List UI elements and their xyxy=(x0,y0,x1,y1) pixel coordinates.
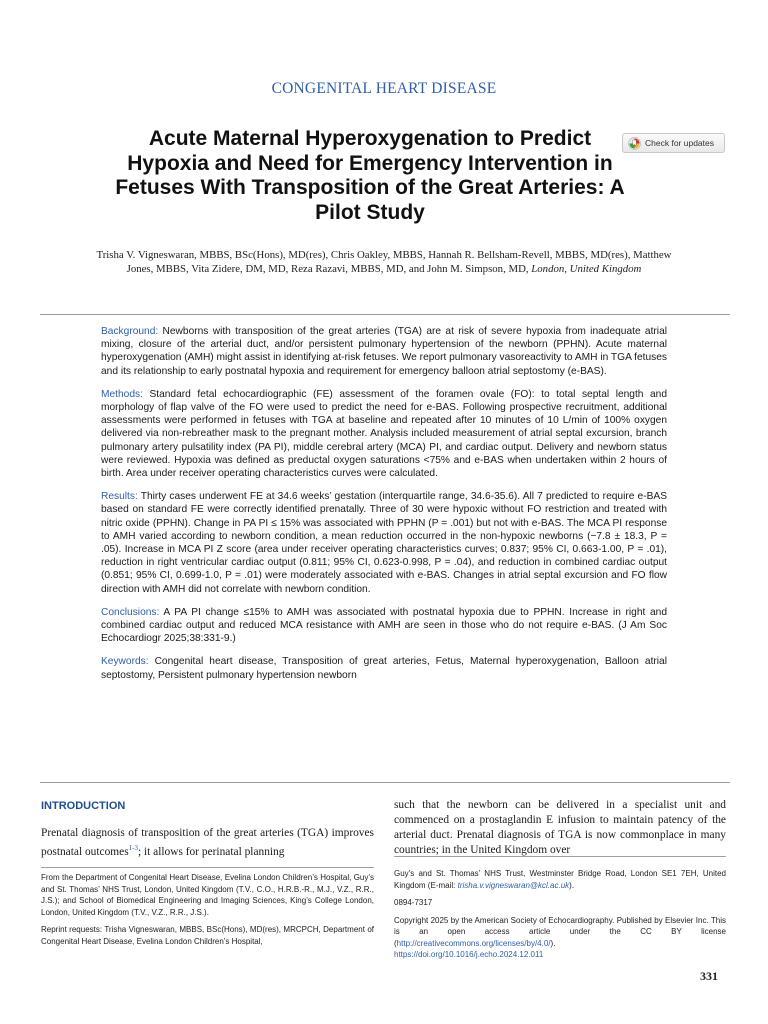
footnote-rule-left xyxy=(41,867,374,868)
introduction-text-right: such that the newborn can be delivered in a specialist unit and commenced on a prostaglandin E infusion to maintain patency of the arterial duct. Prenatal diagnosis of TGA is now commonplace in many countries; in the United Kingdom over xyxy=(394,799,726,856)
footnote-rule-right xyxy=(394,856,726,857)
background-text: Newborns with transposition of the great arteries (TGA) are at risk of severe hypoxia from inadequate atrial mixing, closure of the arterial duct, and/or persistent pulmonary hypertension of the newborn (PPHN). Acute maternal hyperoxygenation (AMH) might assist in identifying at-risk fetuses. We report pulmonary vasoreactivity to AMH in TGA fetuses and its relationship to early postnatal hypoxia and requirement for emergency balloon atrial septostomy (e-BAS). xyxy=(101,326,667,377)
license-link[interactable]: http://creativecommons.org/licenses/by/4.0/ xyxy=(396,938,551,948)
abstract-keywords xyxy=(101,655,667,681)
results-label: Results: xyxy=(101,491,138,503)
abstract-results xyxy=(101,490,667,596)
address-text: Guy’s and St. Thomas’ NHS Trust, Westminster Bridge Road, London SE1 7EH, United Kingdom (E-mail: xyxy=(394,869,726,890)
methods-label: Methods: xyxy=(101,388,143,400)
reprint-note: Reprint requests: Trisha Vigneswaran, MBBS, BSc(Hons), MD(res), MRCPCH, Department of Congenital Heart Disease, Evelina London Children’s Hospital, xyxy=(41,925,374,946)
footnotes-right xyxy=(394,868,726,967)
abstract-top-rule xyxy=(40,314,730,315)
introduction-text-left xyxy=(41,826,374,860)
introduction-left-text-a: Prenatal diagnosis of transposition of the great arteries (TGA) improves postnatal outcomes xyxy=(41,827,374,858)
copyright-end: ). xyxy=(550,938,556,948)
keywords-label: Keywords: xyxy=(101,656,149,668)
keywords-text: Congenital heart disease, Transposition of great arteries, Fetus, Maternal hyperoxygenation, Balloon atrial septostomy, Persistent pulmonary hypertension newborn xyxy=(101,656,667,681)
section-label: CONGENITAL HEART DISEASE xyxy=(271,80,497,97)
issn-note: 0894-7317 xyxy=(394,898,433,907)
introduction-heading: INTRODUCTION xyxy=(41,800,126,812)
email-link[interactable]: trisha.v.vigneswaran@kcl.ac.uk xyxy=(457,880,570,890)
abstract-methods xyxy=(101,388,667,480)
author-location: London, United Kingdom xyxy=(531,263,642,275)
conclusions-label: Conclusions: xyxy=(101,606,160,618)
doi-link[interactable]: https://doi.org/10.1016/j.echo.2024.12.011 xyxy=(394,950,544,959)
background-label: Background: xyxy=(101,326,159,337)
abstract-conclusions xyxy=(101,606,667,646)
address-end: ). xyxy=(569,880,575,890)
citation-reference[interactable]: 1-3 xyxy=(128,844,138,852)
author-names: Trisha V. Vigneswaran, MBBS, BSc(Hons), MD(res), Chris Oakley, MBBS, Hannah R. Bellsham-Revell, MBBS, MD(res), Matthew Jones, MBBS, Vita Zidere, DM, MD, Reza Razavi, MBBS, MD, and John M. Simpson, MD, xyxy=(96,249,672,275)
page-number: 331 xyxy=(700,969,718,983)
author-list xyxy=(92,248,676,276)
results-text: Thirty cases underwent FE at 34.6 weeks’ gestation (interquartile range, 34.6-35.6). All 7 predicted to require e-BAS based on standard FE were correctly identified prenatally. Three of 30 were hypoxic without FO restriction and treated with nitric oxide (PPHN). Change in PA PI ≤ 15% was associated with PPHN (P = .001) but not with e-BAS. The MCA PI response to AMH varied according to newborn condition, a mean reduction occurred in the non-hypoxic newborns (−7.8 ± 18.3, P = .05). Increase in MCA PI Z score (area under receiver operating characteristics curves; 0.837; 95% CI, 0.663-1.00, P = .01), reduction in right ventricular cardiac output (0.811; 95% CI, 0.623-0.998, P = .04), and reduction in combined cardiac output (0.851; 95% CI, 0.699-1.0, P = .01) were moderately associated with e-BAS. Changes in atrial septal excursion and FO flow direction with AMH did not correlate with newborn condition. xyxy=(101,491,667,595)
footnotes-left xyxy=(41,872,374,953)
conclusions-text: A PA PI change ≤15% to AMH was associated with postnatal hypoxia due to PPHN. Increase in right and combined cardiac output and reduced MCA resistance with AMH are seen in those who do not require e-BAS. (J Am Soc Echocardiogr 2025;38:331-9.) xyxy=(101,606,667,645)
check-for-updates-button[interactable] xyxy=(622,133,725,153)
address-note xyxy=(394,868,726,891)
article-title: Acute Maternal Hyperoxygenation to Predict Hypoxia and Need for Emergency Intervention in Fetuses With Transposition of the Great Arteries: A Pilot Study xyxy=(115,127,625,224)
abstract-bottom-rule xyxy=(40,782,730,783)
copyright-text: Copyright 2025 by the American Society of Echocardiography. Published by Elsevier Inc. This is an open access article under the CC BY license ( xyxy=(394,915,726,948)
copyright-note xyxy=(394,915,726,961)
methods-text: Standard fetal echocardiographic (FE) assessment of the foramen ovale (FO): to total septal length and morphology of flap valve of the FO were used to predict the need for e-BAS. Following prospective recruitment, additional assessments were performed in fetuses with TGA at baseline and repeated after 10 minutes of 10 L/min of 100% oxygen delivered via non-rebreather mask to the pregnant mother. Analysis included measurement of atrial septal excursion, branch pulmonary artery pulsatility index (PA PI), middle cerebral artery (MCA) PI, and cardiac output. Delivery and newborn status were reviewed. Hypoxia was defined as preductal oxygen saturations <75% and e-BAS when undertaken within 2 hours of birth. Area under receiver operating characteristics curves were calculated. xyxy=(101,388,667,480)
crossmark-icon xyxy=(628,137,641,150)
introduction-left-text-b: ; it allows for perinatal planning xyxy=(137,845,285,858)
abstract-background xyxy=(101,325,667,378)
abstract xyxy=(101,325,667,692)
check-for-updates-label: Check for updates xyxy=(645,138,714,148)
affiliation-note: From the Department of Congenital Heart Disease, Evelina London Children’s Hospital, Guy’s and St. Thomas’ NHS Trust, London, United Kingdom (T.V., C.O., H.R.B.-R., M.J., V.Z., R.R., J.S.); and School of Biomedical Engineering and Imaging Sciences, King’s College London, London, United Kingdom (T.V., V.Z., R.R., J.S.). xyxy=(41,873,374,917)
